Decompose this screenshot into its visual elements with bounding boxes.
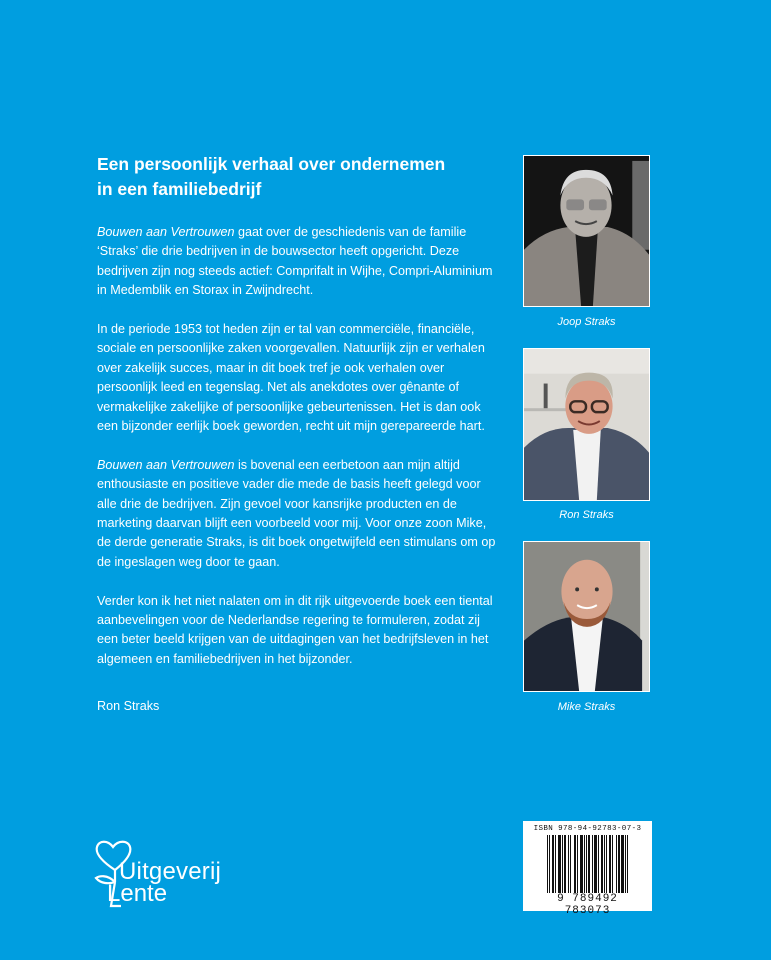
photo-mike-straks xyxy=(523,541,650,692)
isbn-label: ISBN 978-94-92783-07-3 xyxy=(533,825,642,833)
caption-mike-straks: Mike Straks xyxy=(557,701,616,713)
paragraph-1: Bouwen aan Vertrouwen gaat over de geschiedenis van de familie ‘Straks’ die drie bedrijven in de bouwsector heeft opgericht. Deze bedrijven zijn nog steeds actief: Comprifalt in Wijhe, Compri-Aluminium in Medemblik en Storax in Zwijndrecht. xyxy=(97,225,493,298)
book-title-italic: Bouwen aan Vertrouwen xyxy=(97,457,235,472)
barcode-bars xyxy=(531,835,644,893)
author-signature: Ron Straks xyxy=(97,699,160,713)
publisher-name-line-2: Lente xyxy=(107,880,168,907)
photo-joop-straks xyxy=(523,155,650,307)
paragraph-2: In de periode 1953 tot heden zijn er tal van commerciële, financiële, sociale en persoonlijke zaken voorgevallen. Natuurlijk zijn er verhalen over zakelijk succes, maar in dit boek tref je ook verhalen over persoonlijk leed en tegenslag. Net als anekdotes over gênante of vermakelijke zakelijke of persoonlijke gebeurtenissen. Het is dan ook een bijzonder eerlijk boek geworden, recht uit mijn gerepareerde hart. xyxy=(97,322,485,434)
caption-joop-straks: Joop Straks xyxy=(557,316,616,328)
publisher-name-line-1: Uitgeverij xyxy=(119,858,222,885)
blurb-body xyxy=(97,223,497,689)
headline-line-2: in een familiebedrijf xyxy=(97,179,262,199)
caption-ron-straks: Ron Straks xyxy=(559,509,614,521)
paragraph-3: Bouwen aan Vertrouwen is bovenal een eerbetoon aan mijn altijd enthousiaste en positieve vader die mede de basis heeft gelegd voor alle drie de bedrijven. Zijn gevoel voor kansrijke producten en de marketing daarvan blijft een voorbeeld voor mij. Voor onze zoon Mike, de derde generatie Straks, is dit boek ongetwijfeld een stimulans om op de ingeslagen weg door te gaan. xyxy=(97,457,496,569)
back-cover-headline xyxy=(97,152,497,202)
headline-line-1: Een persoonlijk verhaal over ondernemen xyxy=(97,154,446,174)
portrait-ron-image xyxy=(524,349,649,500)
isbn-barcode xyxy=(523,821,652,917)
photo-ron-straks xyxy=(523,348,650,501)
barcode-digits: 9 789492 783073 xyxy=(557,893,618,917)
book-title-italic: Bouwen aan Vertrouwen xyxy=(97,225,235,239)
portrait-bw-image xyxy=(524,156,649,306)
paragraph-4: Verder kon ik het niet nalaten om in dit rijk uitgevoerde boek een tiental aanbevelingen voor de Nederlandse regering te formuleren, zodat zij een beter beeld krijgen van de uitdagingen van het bedrijfsleven in het algemeen en familiebedrijven in het bijzonder. xyxy=(97,593,493,666)
portrait-mike-image xyxy=(524,542,649,691)
publisher-logo xyxy=(93,838,263,913)
